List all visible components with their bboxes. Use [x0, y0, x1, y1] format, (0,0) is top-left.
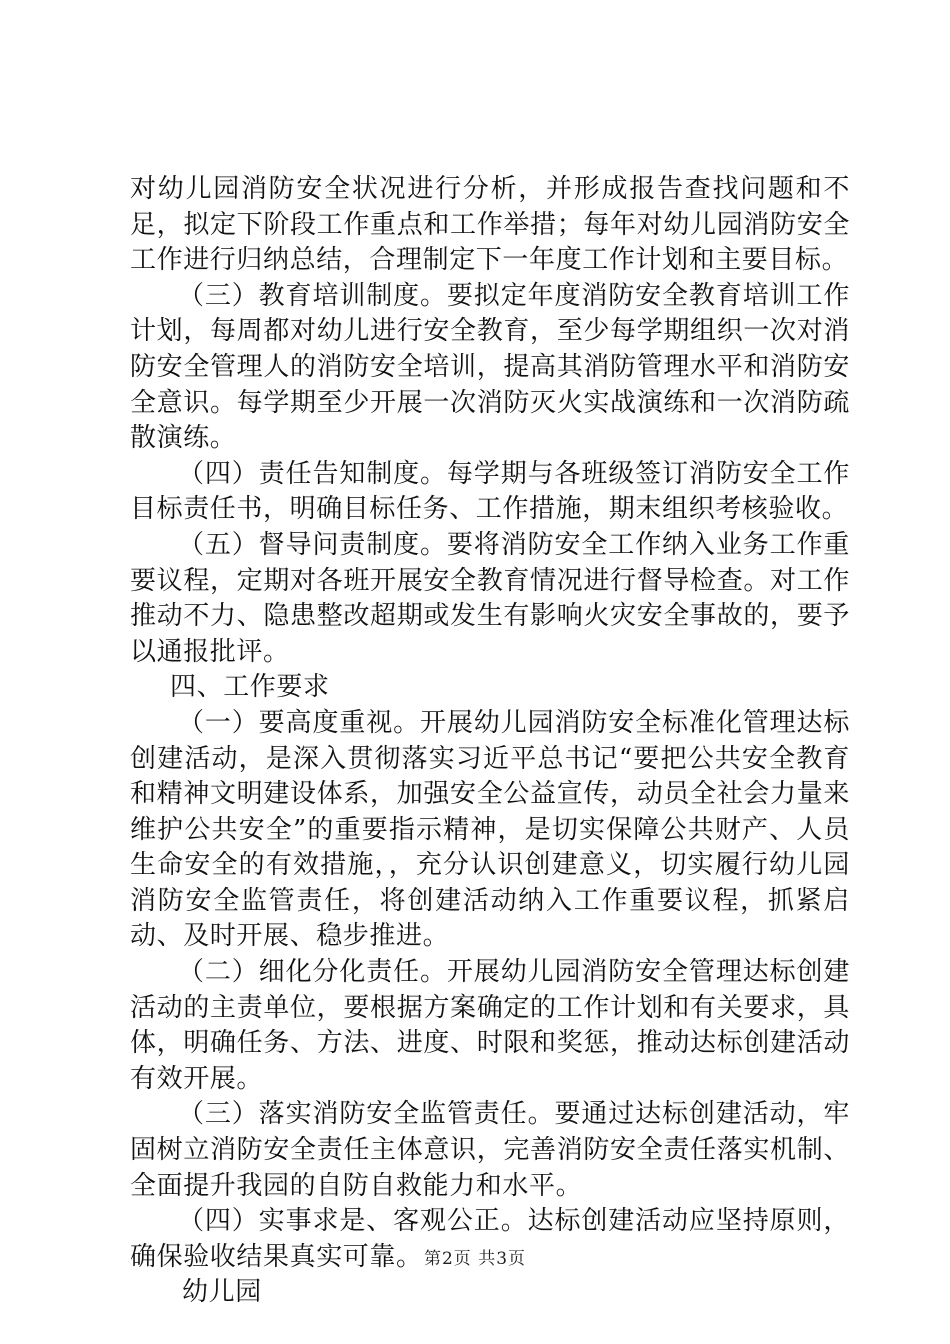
page-footer: 第2页 共3页	[423, 1249, 527, 1269]
paragraph-implement-supervision: （三）落实消防安全监管责任。要通过达标创建活动，牢固树立消防安全责任主体意识，完善消防安全责任落实机制、全面提升我园的自防自救能力和水平。	[130, 1099, 850, 1201]
paragraph-education-training: （三）教育培训制度。要拟定年度消防安全教育培训工作计划，每周都对幼儿进行安全教育，至少每学期组织一次对消防安全管理人的消防安全培训，提高其消防管理水平和消防安全意识。每学期至少开展一次消防灭火实战演练和一次消防疏散演练。	[130, 280, 850, 454]
document-body	[130, 172, 850, 1311]
section-heading-work-requirements: 四、工作要求	[170, 672, 330, 703]
paragraph-continuation: 对幼儿园消防安全状况进行分析，并形成报告查找问题和不足，拟定下阶段工作重点和工作举措；每年对幼儿园消防安全工作进行归纳总结，合理制定下一年度工作计划和主要目标。	[130, 174, 850, 276]
signature-kindergarten: 幼儿园	[182, 1277, 262, 1308]
paragraph-refine-responsibility: （二）细化分化责任。开展幼儿园消防安全管理达标创建活动的主责单位，要根据方案确定的工作计划和有关要求，具体，明确任务、方法、进度、时限和奖惩，推动达标创建活动有效开展。	[130, 957, 850, 1094]
paragraph-high-importance: （一）要高度重视。开展幼儿园消防安全标准化管理达标创建活动，是深入贯彻落实习近平总书记“要把公共安全教育和精神文明建设体系，加强安全公益宣传，动员全社会力量来维护公共安全”的重要指示精神，是切实保障公共财产、人员生命安全的有效措施，，充分认识创建意义，切实履行幼儿园消防安全监管责任，将创建活动纳入工作重要议程，抓紧启动、及时开展、稳步推进。	[130, 707, 850, 952]
paragraph-objective-fair: （四）实事求是、客观公正。达标创建活动应坚持原则，确保验收结果真实可靠。	[130, 1206, 850, 1272]
paragraph-supervision-accountability: （五）督导问责制度。要将消防安全工作纳入业务工作重要议程，定期对各班开展安全教育情况进行督导检查。对工作推动不力、隐患整改超期或发生有影响火灾安全事故的，要予以通报批评。	[130, 529, 850, 667]
paragraph-responsibility-notice: （四）责任告知制度。每学期与各班级签订消防安全工作目标责任书，明确目标任务、工作措施，期末组织考核验收。	[130, 458, 850, 525]
